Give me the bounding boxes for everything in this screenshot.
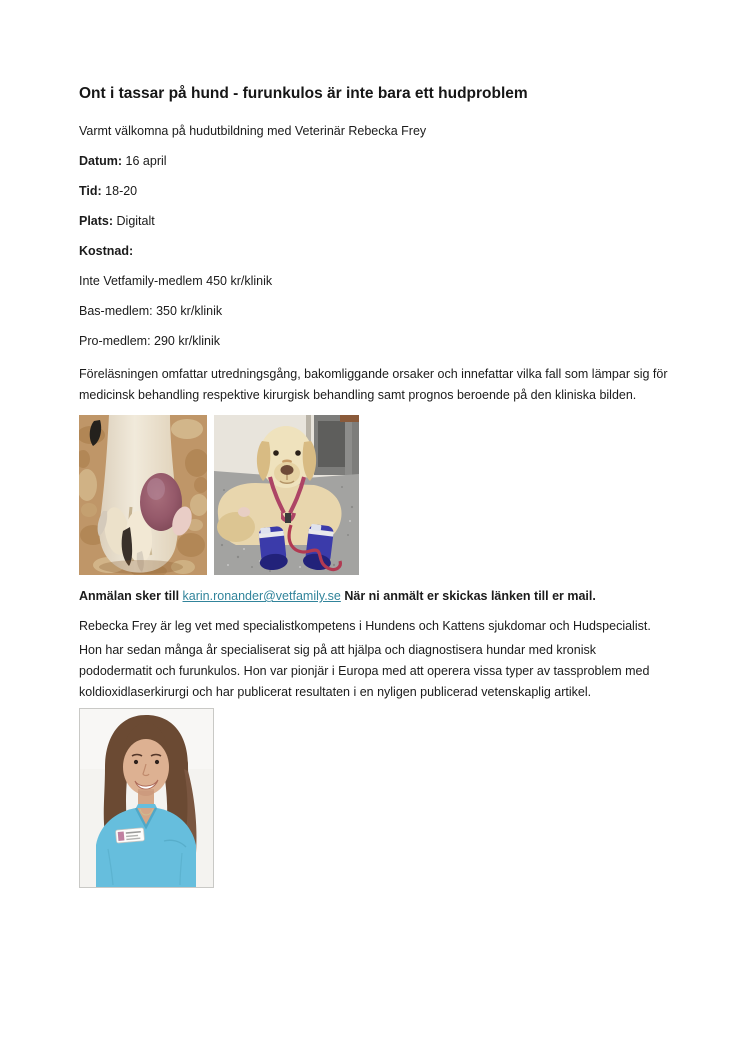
labrador-blue-boots-photo [214, 415, 359, 575]
dog-eye [295, 450, 301, 456]
price-bas-member: Bas-medlem: 350 kr/klinik [79, 304, 223, 318]
email-link[interactable]: karin.ronander@vetfamily.se [182, 589, 341, 603]
eye [155, 760, 159, 764]
blue-boot-left [256, 526, 288, 572]
dog-nose [281, 465, 294, 475]
bio-credentials: Rebecka Frey är leg vet med specialistkompetens i Hundens och Kattens sjukdomar och Hudspecialist. [79, 619, 651, 633]
table-top-object [340, 415, 359, 422]
intro-text: Varmt välkomna på hudutbildning med Veterinär Rebecka Frey [79, 124, 427, 138]
dog-eye [273, 450, 279, 456]
dog-paw-furuncle-photo [79, 415, 207, 575]
name-badge [116, 828, 145, 843]
signup-text-before: Anmälan sker till [79, 589, 183, 603]
event-time-value: 18-20 [101, 184, 138, 198]
page-title: Ont i tassar på hund - furunkulos är inte bara ett hudproblem [79, 85, 528, 102]
event-cost-row [79, 241, 671, 262]
signup-text-after: När ni anmält er skickas länken till er mail. [340, 589, 596, 603]
veterinarian-portrait-photo [79, 708, 214, 888]
portrait-drawing [80, 709, 213, 887]
event-date-row [79, 151, 671, 172]
bio-experience: Hon har sedan många år specialiserat sig på att hjälpa och diagnostisera hundar med kronisk pododermatit och furunkulos. Hon var pionjär i Europa med att operera vissa typer av tassproblem med koldioxidlaserkirurgi och har publicerat resultaten i en nyligen publicerad vetenskaplig artikel. [79, 643, 650, 699]
event-time-row [79, 181, 671, 202]
paw-shadow [99, 560, 183, 574]
photos-row [79, 415, 671, 575]
hind-leg [217, 512, 255, 542]
price-pro-member: Pro-medlem: 290 kr/klinik [79, 334, 221, 348]
signup-line [79, 586, 671, 607]
leash-clip [285, 513, 291, 523]
event-location-value: Digitalt [113, 214, 155, 228]
event-location-label: Plats: [79, 214, 114, 228]
event-date-value: 16 april [122, 154, 167, 168]
event-date-label: Datum: [79, 154, 123, 168]
lecture-description: Föreläsningen omfattar utredningsgång, bakomliggande orsaker och innefattar vilka fall som lämpar sig för medicinsk behandling respektive kirurgisk behandling samt prognos beroende på den kliniska bilden. [79, 367, 668, 402]
eye [134, 760, 138, 764]
document-content [79, 84, 671, 888]
event-time-label: Tid: [79, 184, 102, 198]
event-location-row [79, 211, 671, 232]
event-cost-label: Kostnad: [79, 244, 134, 258]
price-non-member: Inte Vetfamily-medlem 450 kr/klinik [79, 274, 273, 288]
